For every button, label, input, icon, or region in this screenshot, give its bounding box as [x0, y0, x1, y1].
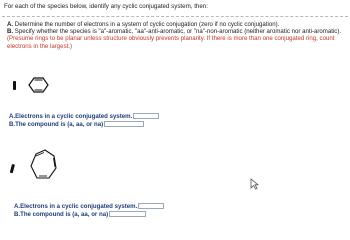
q1-compound-label: B.The compound is (a, aa, or na) — [9, 120, 104, 128]
instruction-a-text: Determine the number of electrons in a system of cyclic conjugation (zero if no cyclic conjugation). — [14, 21, 280, 28]
q1-electrons-input[interactable] — [133, 113, 159, 119]
molecule-2-mark — [10, 164, 15, 173]
molecule-1-structure — [9, 73, 53, 97]
divider — [2, 16, 348, 17]
molecule-2-structure — [9, 144, 69, 188]
question-1-answers — [9, 112, 159, 128]
q2-compound-label: B.The compound is (a, aa, or na) — [14, 210, 109, 218]
molecule-2-ring — [31, 150, 56, 178]
intro-text: For each of the species below, identify any cyclic conjugated system, then: — [4, 3, 208, 10]
mouse-cursor-icon — [250, 178, 259, 190]
molecule-1-mark — [13, 81, 16, 90]
q2-compound-input[interactable] — [109, 211, 146, 217]
q2-electrons-label: A.Electrons in a cyclic conjugated system. — [14, 202, 138, 210]
q2-electrons-input[interactable] — [138, 203, 164, 209]
instruction-a-label: A. — [7, 21, 14, 28]
question-2-answers — [14, 202, 164, 218]
q1-electrons-label: A.Electrons in a cyclic conjugated system. — [9, 112, 133, 120]
instruction-b-label: B. — [7, 28, 14, 36]
q1-compound-input[interactable] — [104, 121, 144, 127]
instruction-b-text: Specify whether the species is "a"-aromatic, "aa"-anti-aromatic, or "na"-non-aromatic (neither aromatic nor anti-aromatic). — [14, 28, 342, 36]
planarity-note: (Presume rings to be planar unless structure obviously prevents planarity. If there is more than one conjugated ring, count electrons in the largest.) — [7, 35, 335, 50]
instructions — [7, 21, 347, 50]
